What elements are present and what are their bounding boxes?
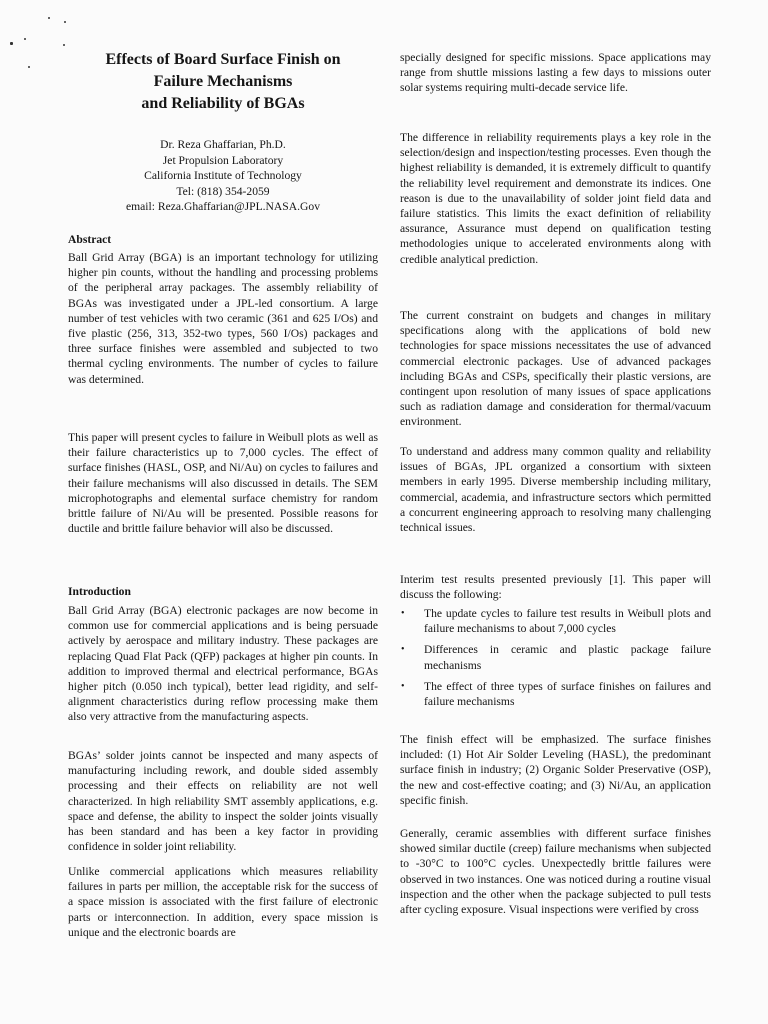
- bullet-item: [400, 606, 711, 636]
- body-paragraph-1: specially designed for specific missions. Space applications may range from shuttle missions lasting a few days to missions outer solar systems requiring multi-decade service life.: [400, 51, 711, 95]
- body-paragraph-3: The current constraint on budgets and changes in military specifications along with the applications of bold new technologies for space missions necessitates the use of advanced commercial electronic packages. Use of advanced packages including BGAs and CSPs, specifically their plastic versions, are contingent upon resolution of many issues of space applications such as radiation damage and consideration for thermal/vacuum environment.: [400, 309, 711, 429]
- scan-speck: [63, 44, 65, 46]
- bullet-symbol: •: [401, 680, 405, 692]
- bullet-text: The effect of three types of surface finishes on failures and failure mechanisms: [424, 679, 711, 709]
- bullet-item: [400, 679, 711, 709]
- title-line-1: Effects of Board Surface Finish on: [105, 51, 341, 68]
- paper-title: [68, 49, 378, 115]
- introduction-paragraph-2: BGAs’ solder joints cannot be inspected and many aspects of manufacturing including rework, and double sided assembly processing and their effects on reliability are not well characterized. In high reliability SMT assembly applications, e.g. space and defense, the ability to inspect the solder joints visually has been standard and has been a key factor in providing confidence in solder joint reliability.: [68, 749, 378, 854]
- bullet-text: Differences in ceramic and plastic package failure mechanisms: [424, 643, 711, 672]
- bullet-symbol: •: [401, 644, 405, 656]
- author-tel: Tel: (818) 354-2059: [176, 184, 270, 198]
- body-paragraph-5: Interim test results presented previously [1]. This paper will discuss the following:: [400, 573, 711, 602]
- body-paragraph-4: To understand and address many common quality and reliability issues of BGAs, JPL organized a consortium with sixteen members in early 1995. Diverse membership including military, commercial, academia, and infrastructure sectors which permitted a concurrent engineering approach to resolving many challenging technical issues.: [400, 445, 711, 535]
- introduction-paragraph-3: Unlike commercial applications which measures reliability failures in parts per million, the acceptable risk for the success of a space mission is associated with the first failure of electronic parts or interconnection. In addition, every space mission is unique and the electronic boards are: [68, 865, 378, 939]
- abstract-paragraph-2: This paper will present cycles to failure in Weibull plots as well as their failure characteristics up to 7,000 cycles. The effect of surface finishes (HASL, OSP, and Ni/Au) on cycles to failures and their failure mechanisms will also discussed in details. The SEM microphotographs and elemental surface chemistry for random brittle failure of Ni/Au will be presented. Possible reasons for ductile and brittle failure behavior will also be discussed.: [68, 431, 378, 536]
- bullet-symbol: •: [401, 608, 405, 619]
- introduction-heading: Introduction: [68, 585, 131, 598]
- author-email: email: Reza.Ghaffarian@JPL.NASA.Gov: [126, 200, 320, 214]
- scan-speck: [24, 38, 26, 40]
- abstract-heading: Abstract: [68, 233, 112, 246]
- scan-speck: [48, 17, 50, 19]
- title-line-2: Failure Mechanisms: [153, 73, 293, 90]
- bullet-list: [400, 606, 711, 709]
- bullet-item: [400, 642, 711, 672]
- scan-speck: [28, 66, 30, 68]
- body-paragraph-2: The difference in reliability requirements plays a key role in the selection/design and inspection/testing processes. Even though the highest reliability is demanded, it is extremely difficult to quantify the reliability level requirement and demonstrate its indices. One reason is due to the unavailability of solder joint field data and failure statistics. This limits the exact definition of reliability assurance, Assurance must depend on qualification testing methodologies unique to accelerated environments along with credible analytical prediction.: [400, 131, 711, 266]
- introduction-paragraph-1: Ball Grid Array (BGA) electronic packages are now become in common use for commercial applications and is being persuade actively by aerospace and military industry. These packages are replacing Quad Flat Pack (QFP) packages at higher pin counts. In addition to improved thermal and electrical performance, BGAs higher pitch (0.050 inch typical), better lead rigidity, and self-alignment characteristics during reflow processing make them also very attractive from the manufacturing aspects.: [68, 604, 378, 724]
- author-block: [68, 137, 378, 215]
- scan-speck: [10, 42, 13, 45]
- title-line-3: and Reliability of BGAs: [141, 95, 305, 112]
- author-affiliation: Jet Propulsion Laboratory: [162, 153, 284, 167]
- scan-speck: [64, 21, 66, 23]
- bullet-text: The update cycles to failure test results in Weibull plots and failure mechanisms to about 7,000 cycles: [424, 607, 711, 636]
- author-institution: California Institute of Technology: [144, 169, 302, 183]
- abstract-paragraph-1: Ball Grid Array (BGA) is an important technology for utilizing higher pin counts, without the handling and processing problems of the peripheral array packages. The assembly reliability of BGAs was investigated under a JPL-led consortium. A large number of test vehicles with two ceramic (361 and 625 I/Os) and five plastic (256, 313, 352-two types, 560 I/Os) packages and three surface finishes were assembled and subjected to two thermal cycling environments. The number of cycles to failure was determined.: [68, 251, 378, 386]
- body-paragraph-6: The finish effect will be emphasized. The surface finishes included: (1) Hot Air Solder Leveling (HASL), the predominant surface finish in industry; (2) Organic Solder Preservative (OSP), the new and cost-effective coating; and (3) Ni/Au, an application specific finish.: [400, 733, 711, 807]
- author-name: Dr. Reza Ghaffarian, Ph.D.: [160, 138, 286, 151]
- body-paragraph-7: Generally, ceramic assemblies with different surface finishes showed similar ductile (creep) failure mechanisms when subjected to -30°C to 100°C cycles. Unexpectedly brittle failures were observed in two instances. One was noticed during a routine visual inspection and the other when the package subjected to pull tests after cycling exposure. Visual inspections were verified by cross: [400, 827, 711, 917]
